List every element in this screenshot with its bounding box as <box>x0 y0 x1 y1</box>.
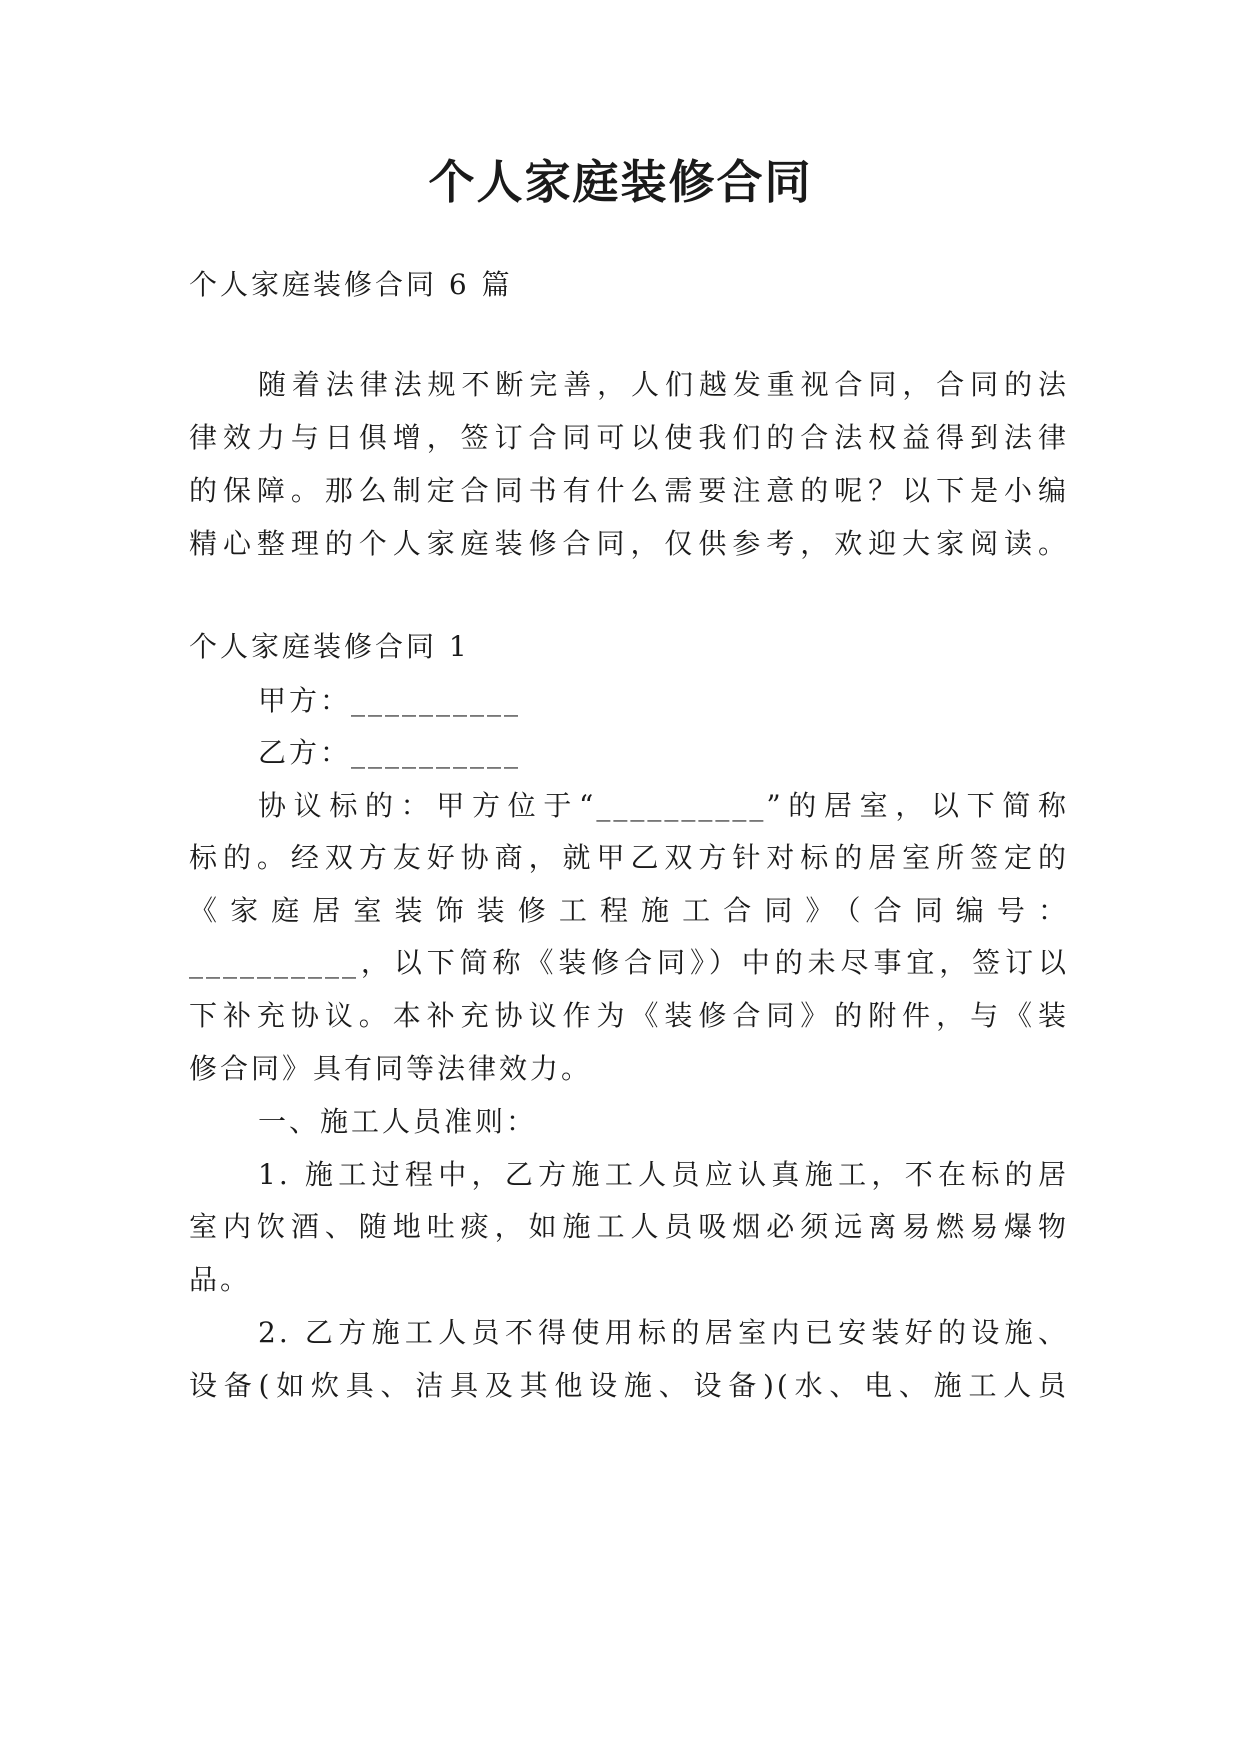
party-b-line: 乙方：__________ <box>258 736 522 769</box>
clause-1-line: 品。 <box>189 1263 252 1296</box>
clause-2-line: 设备(如炊具、洁具及其他设施、设备)(水、电、施工人员 <box>189 1369 1069 1402</box>
clause-2-line: 2. 乙方施工人员不得使用标的居室内已安装好的设施、 <box>258 1316 1069 1349</box>
document-subtitle: 个人家庭装修合同 6 篇 <box>189 268 513 301</box>
document-title: 个人家庭装修合同 <box>428 155 813 209</box>
section-heading: 个人家庭装修合同 1 <box>189 630 470 663</box>
intro-line: 随着法律法规不断完善，人们越发重视合同，合同的法 <box>258 368 1069 401</box>
body-line: __________，以下简称《装修合同》）中的未尽事宜，签订以 <box>189 946 1069 979</box>
clause-1-line: 室内饮酒、随地吐痰，如施工人员吸烟必须远离易燃易爆物 <box>189 1210 1069 1243</box>
party-a-line: 甲方：__________ <box>258 684 522 717</box>
body-line: 下补充协议。本补充协议作为《装修合同》的附件，与《装 <box>189 999 1069 1032</box>
body-line: 协议标的：甲方位于“__________”的居室，以下简称 <box>258 789 1069 822</box>
clause-1-line: 1. 施工过程中，乙方施工人员应认真施工，不在标的居 <box>258 1158 1069 1191</box>
intro-line: 的保障。那么制定合同书有什么需要注意的呢？以下是小编 <box>189 474 1069 507</box>
body-line: 修合同》具有同等法律效力。 <box>189 1052 593 1085</box>
body-line: 《家庭居室装饰装修工程施工合同》（合同编号： <box>189 894 1069 927</box>
intro-line: 精心整理的个人家庭装修合同，仅供参考，欢迎大家阅读。 <box>189 527 1069 560</box>
body-line: 标的。经双方友好协商，就甲乙双方针对标的居室所签定的 <box>189 841 1069 874</box>
intro-line: 律效力与日俱增，签订合同可以使我们的合法权益得到法律 <box>189 421 1069 454</box>
clause-heading: 一、施工人员准则： <box>258 1105 538 1138</box>
